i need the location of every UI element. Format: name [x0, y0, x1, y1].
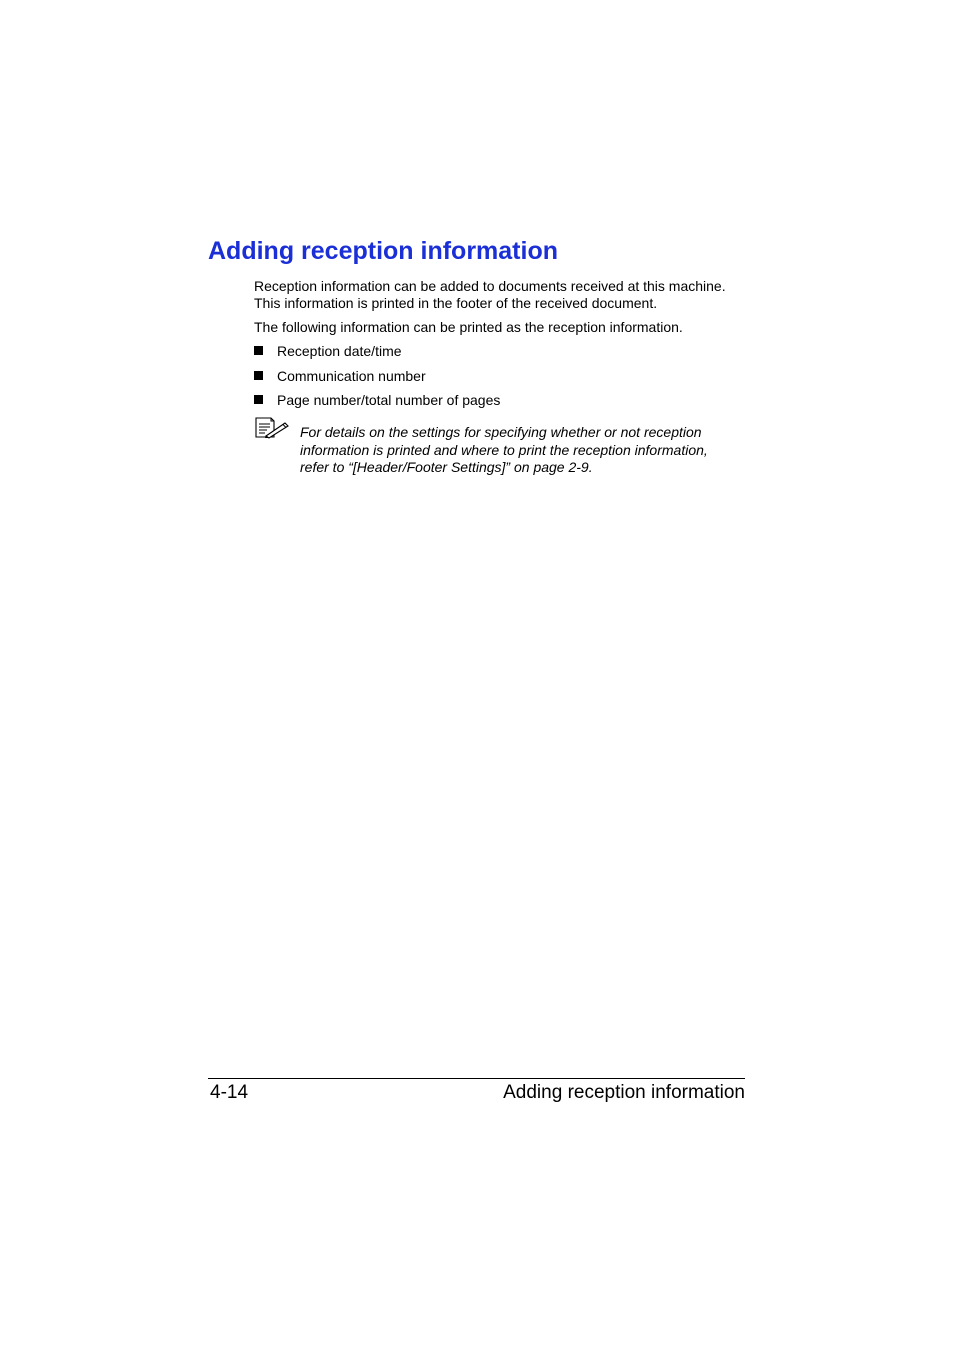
note-text — [300, 424, 708, 477]
list-item — [254, 392, 500, 417]
footer-section-title: Adding reception information — [503, 1082, 745, 1103]
list-item — [254, 343, 500, 368]
square-bullet-icon — [254, 395, 263, 404]
note-pencil-icon — [254, 417, 290, 439]
note-line-1: For details on the settings for specifying whether or not reception — [300, 424, 702, 440]
footer-divider — [208, 1078, 745, 1079]
page-heading: Adding reception information — [208, 237, 558, 265]
square-bullet-icon — [254, 371, 263, 380]
list-item-label: Page number/total number of pages — [277, 392, 501, 408]
intro-line-1: Reception information can be added to documents received at this machine. — [254, 278, 726, 294]
intro-paragraph — [254, 278, 726, 312]
list-item-label: Reception date/time — [277, 343, 402, 359]
intro-line-2: This information is printed in the footer of the received document. — [254, 295, 658, 311]
note-line-2: information is printed and where to print the reception information, — [300, 441, 708, 458]
note-line-3: refer to “[Header/Footer Settings]” on page 2-9. — [300, 459, 593, 475]
footer-page-number: 4-14 — [210, 1082, 249, 1103]
list-item — [254, 368, 500, 393]
info-bullet-list — [254, 343, 500, 417]
list-item-label: Communication number — [277, 367, 426, 384]
square-bullet-icon — [254, 346, 263, 355]
lead-paragraph: The following information can be printed as the reception information. — [254, 319, 683, 335]
